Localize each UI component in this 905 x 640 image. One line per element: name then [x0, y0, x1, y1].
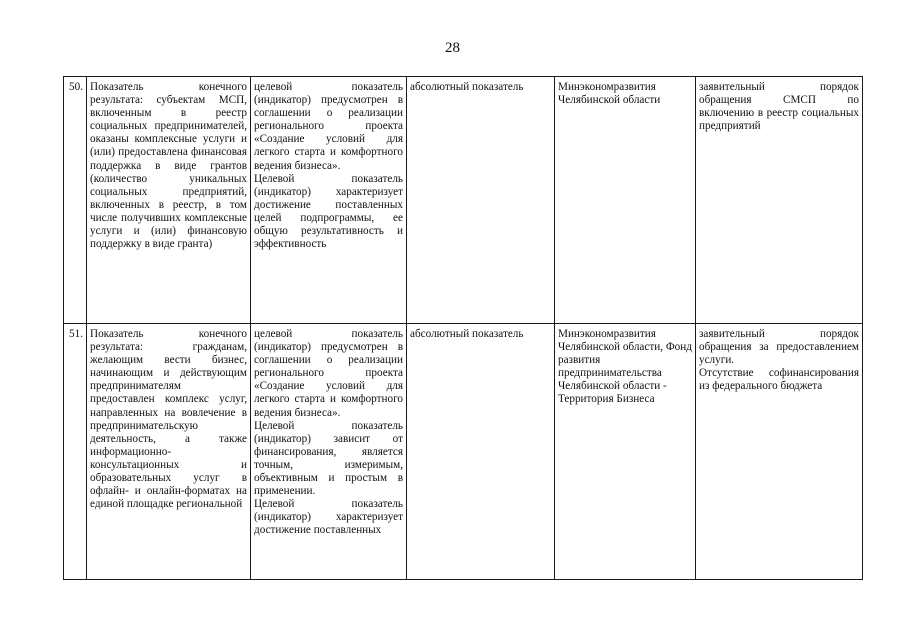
- indicators-table: [63, 76, 863, 580]
- indicator-type-cell: абсолютный показатель: [407, 77, 555, 324]
- description-paragraph: Целевой показатель (индикатор) зависит от финансирования, является точным, измеримым, объективным и простым в применении.: [254, 419, 403, 498]
- indicator-description-cell: [251, 324, 407, 580]
- description-paragraph: Целевой показатель (индикатор) характеризует достижение поставленных целей подпрограммы, ее общую результативность и эффективность: [254, 172, 403, 251]
- method-cell: [696, 324, 863, 580]
- table-row: [64, 77, 863, 324]
- indicator-name-text: Показатель конечного результата: гражданам, желающим вести бизнес, начинающим и действующим предпринимателям предоставлен комплекс услуг, направленных на вовлечение в предпринимательскую деятельность, а также информационно-консультационных и образовательных услуг в офлайн- и онлайн-форматах на единой площадке региональной: [90, 328, 247, 511]
- description-clip: [254, 328, 403, 575]
- responsible-cell: Минэкономразвития Челябинской области, Фонд развития предпринимательства Челябинской области - Территория Бизнеса: [555, 324, 696, 580]
- indicator-name-cell: [87, 324, 251, 580]
- page-number: 28: [445, 40, 460, 56]
- row-number: 50.: [64, 77, 87, 324]
- method-paragraph: Отсутствие софинансирования из федерального бюджета: [699, 367, 859, 393]
- method-paragraph: заявительный порядок обращения СМСП по включению в реестр социальных предприятий: [699, 81, 859, 133]
- description-paragraph: целевой показатель (индикатор) предусмотрен в соглашении о реализации регионального проекта «Создание условий для легкого старта и комфортного ведения бизнеса».: [254, 81, 403, 172]
- indicator-type-cell: абсолютный показатель: [407, 324, 555, 580]
- description-paragraph: Целевой показатель (индикатор) характеризует достижение поставленных: [254, 498, 403, 537]
- table-row: [64, 324, 863, 580]
- row-number: 51.: [64, 324, 87, 580]
- responsible-cell: Минэкономразвития Челябинской области: [555, 77, 696, 324]
- indicator-description-cell: [251, 77, 407, 324]
- description-paragraph: целевой показатель (индикатор) предусмотрен в соглашении о реализации регионального проекта «Создание условий для легкого старта и комфортного ведения бизнеса».: [254, 328, 403, 419]
- method-paragraph: заявительный порядок обращения за предоставлением услуги.: [699, 328, 859, 367]
- indicator-name-cell: Показатель конечного результата: субъектам МСП, включенным в реестр социальных предпринимателей, оказаны комплексные услуги и (или) предоставлена финансовая поддержка в виде грантов (количество уникальных социальных предприятий, включенных в реестр, в том числе получивших комплексные услуги и (или) финансовую поддержку в виде гранта): [87, 77, 251, 324]
- method-cell: [696, 77, 863, 324]
